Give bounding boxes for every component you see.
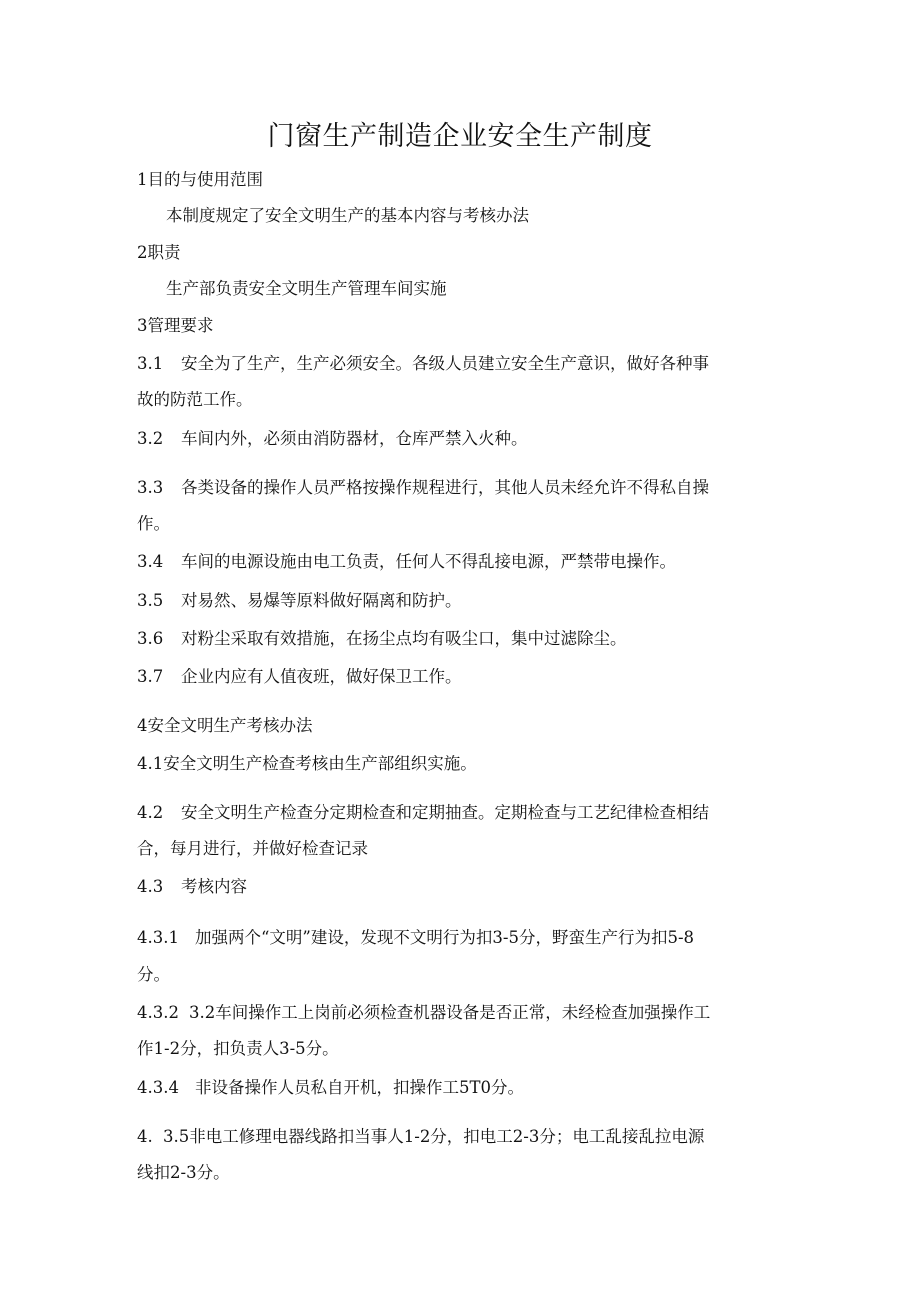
clause-number: 3.2 [137, 429, 164, 448]
section-2-heading: 2职责 [137, 243, 181, 262]
clause-number: 4.3.1 [137, 928, 179, 947]
clause-number: 3.4 [137, 552, 164, 571]
document-title: 门窗生产制造企业安全生产制度 [267, 121, 653, 152]
clause-text: 对易然、易爆等原料做好隔离和防护。 [181, 591, 462, 610]
clause-4-3-1-cont: 分。 [137, 965, 170, 984]
section-1-body: 本制度规定了安全文明生产的基本内容与考核办法 [166, 206, 529, 225]
clause-number: 4.3 [137, 877, 164, 896]
clause-3-7 [137, 659, 787, 695]
section-3-heading: 3管理要求 [137, 316, 214, 335]
clause-4-3-4 [137, 1070, 787, 1106]
clause-number: 3.3 [137, 478, 164, 497]
clause-text: 非设备操作人员私自开机，扣操作工5T0分。 [195, 1078, 525, 1097]
clause-number: 4.2 [137, 803, 164, 822]
clause-3-1-cont: 故的防范工作。 [137, 390, 253, 409]
clause-text: 车间内外，必须由消防器材，仓库严禁入火种。 [181, 429, 528, 448]
clause-text: 车间的电源设施由电工负责，任何人不得乱接电源，严禁带电操作。 [181, 552, 676, 571]
clause-text: 各类设备的操作人员严格按操作规程进行，其他人员未经允许不得私自操 [181, 478, 709, 497]
clause-3-1 [137, 346, 787, 382]
clause-text: 考核内容 [181, 877, 247, 896]
clause-text: 加强两个“文明”建设，发现不文明行为扣3-5分，野蛮生产行为扣5-8 [195, 928, 695, 947]
section-2-body: 生产部负责安全文明生产管理车间实施 [166, 279, 447, 298]
clause-4-3-5-cont: 线扣2-3分。 [137, 1163, 230, 1182]
clause-number: 3.1 [137, 354, 164, 373]
clause-3-3-cont: 作。 [137, 514, 170, 533]
clause-3-4 [137, 544, 787, 580]
clause-text: 企业内应有人值夜班，做好保卫工作。 [181, 667, 462, 686]
clause-3-3 [137, 470, 787, 506]
clause-text: 安全文明生产检查分定期检查和定期抽查。定期检查与工艺纪律检查相结 [181, 803, 709, 822]
clause-4-2 [137, 795, 787, 831]
clause-number: 3.6 [137, 629, 164, 648]
clause-3-2 [137, 421, 787, 457]
clause-3-5 [137, 583, 787, 619]
clause-4-1: 4.1安全文明生产检查考核由生产部组织实施。 [137, 754, 477, 773]
section-1-heading: 1目的与使用范围 [137, 170, 263, 189]
clause-3-6 [137, 621, 787, 657]
clause-text: 3.2车间操作工上岗前必须检查机器设备是否正常，未经检查加强操作工 [189, 1003, 711, 1022]
section-4-heading: 4安全文明生产考核办法 [137, 716, 313, 735]
clause-text: 对粉尘采取有效措施，在扬尘点均有吸尘口，集中过滤除尘。 [181, 629, 627, 648]
clause-number: 4.3.2 [137, 1003, 179, 1022]
clause-number: 4.3.4 [137, 1078, 179, 1097]
clause-text: 安全为了生产，生产必须安全。各级人员建立安全生产意识，做好各种事 [181, 354, 709, 373]
clause-number: 4. [137, 1127, 153, 1146]
clause-number: 3.5 [137, 591, 164, 610]
clause-number: 3.7 [137, 667, 164, 686]
clause-4-2-cont: 合，每月进行，并做好检查记录 [137, 839, 368, 858]
clause-text: 3.5非电工修理电器线路扣当事人1-2分，扣电工2-3分；电工乱接乱拉电源 [163, 1127, 705, 1146]
clause-4-3-2 [137, 995, 787, 1031]
clause-4-3-1 [137, 920, 787, 956]
clause-4-3-2-cont: 作1-2分，扣负责人3-5分。 [137, 1039, 339, 1058]
clause-4-3 [137, 869, 787, 905]
clause-4-3-5 [137, 1119, 787, 1155]
